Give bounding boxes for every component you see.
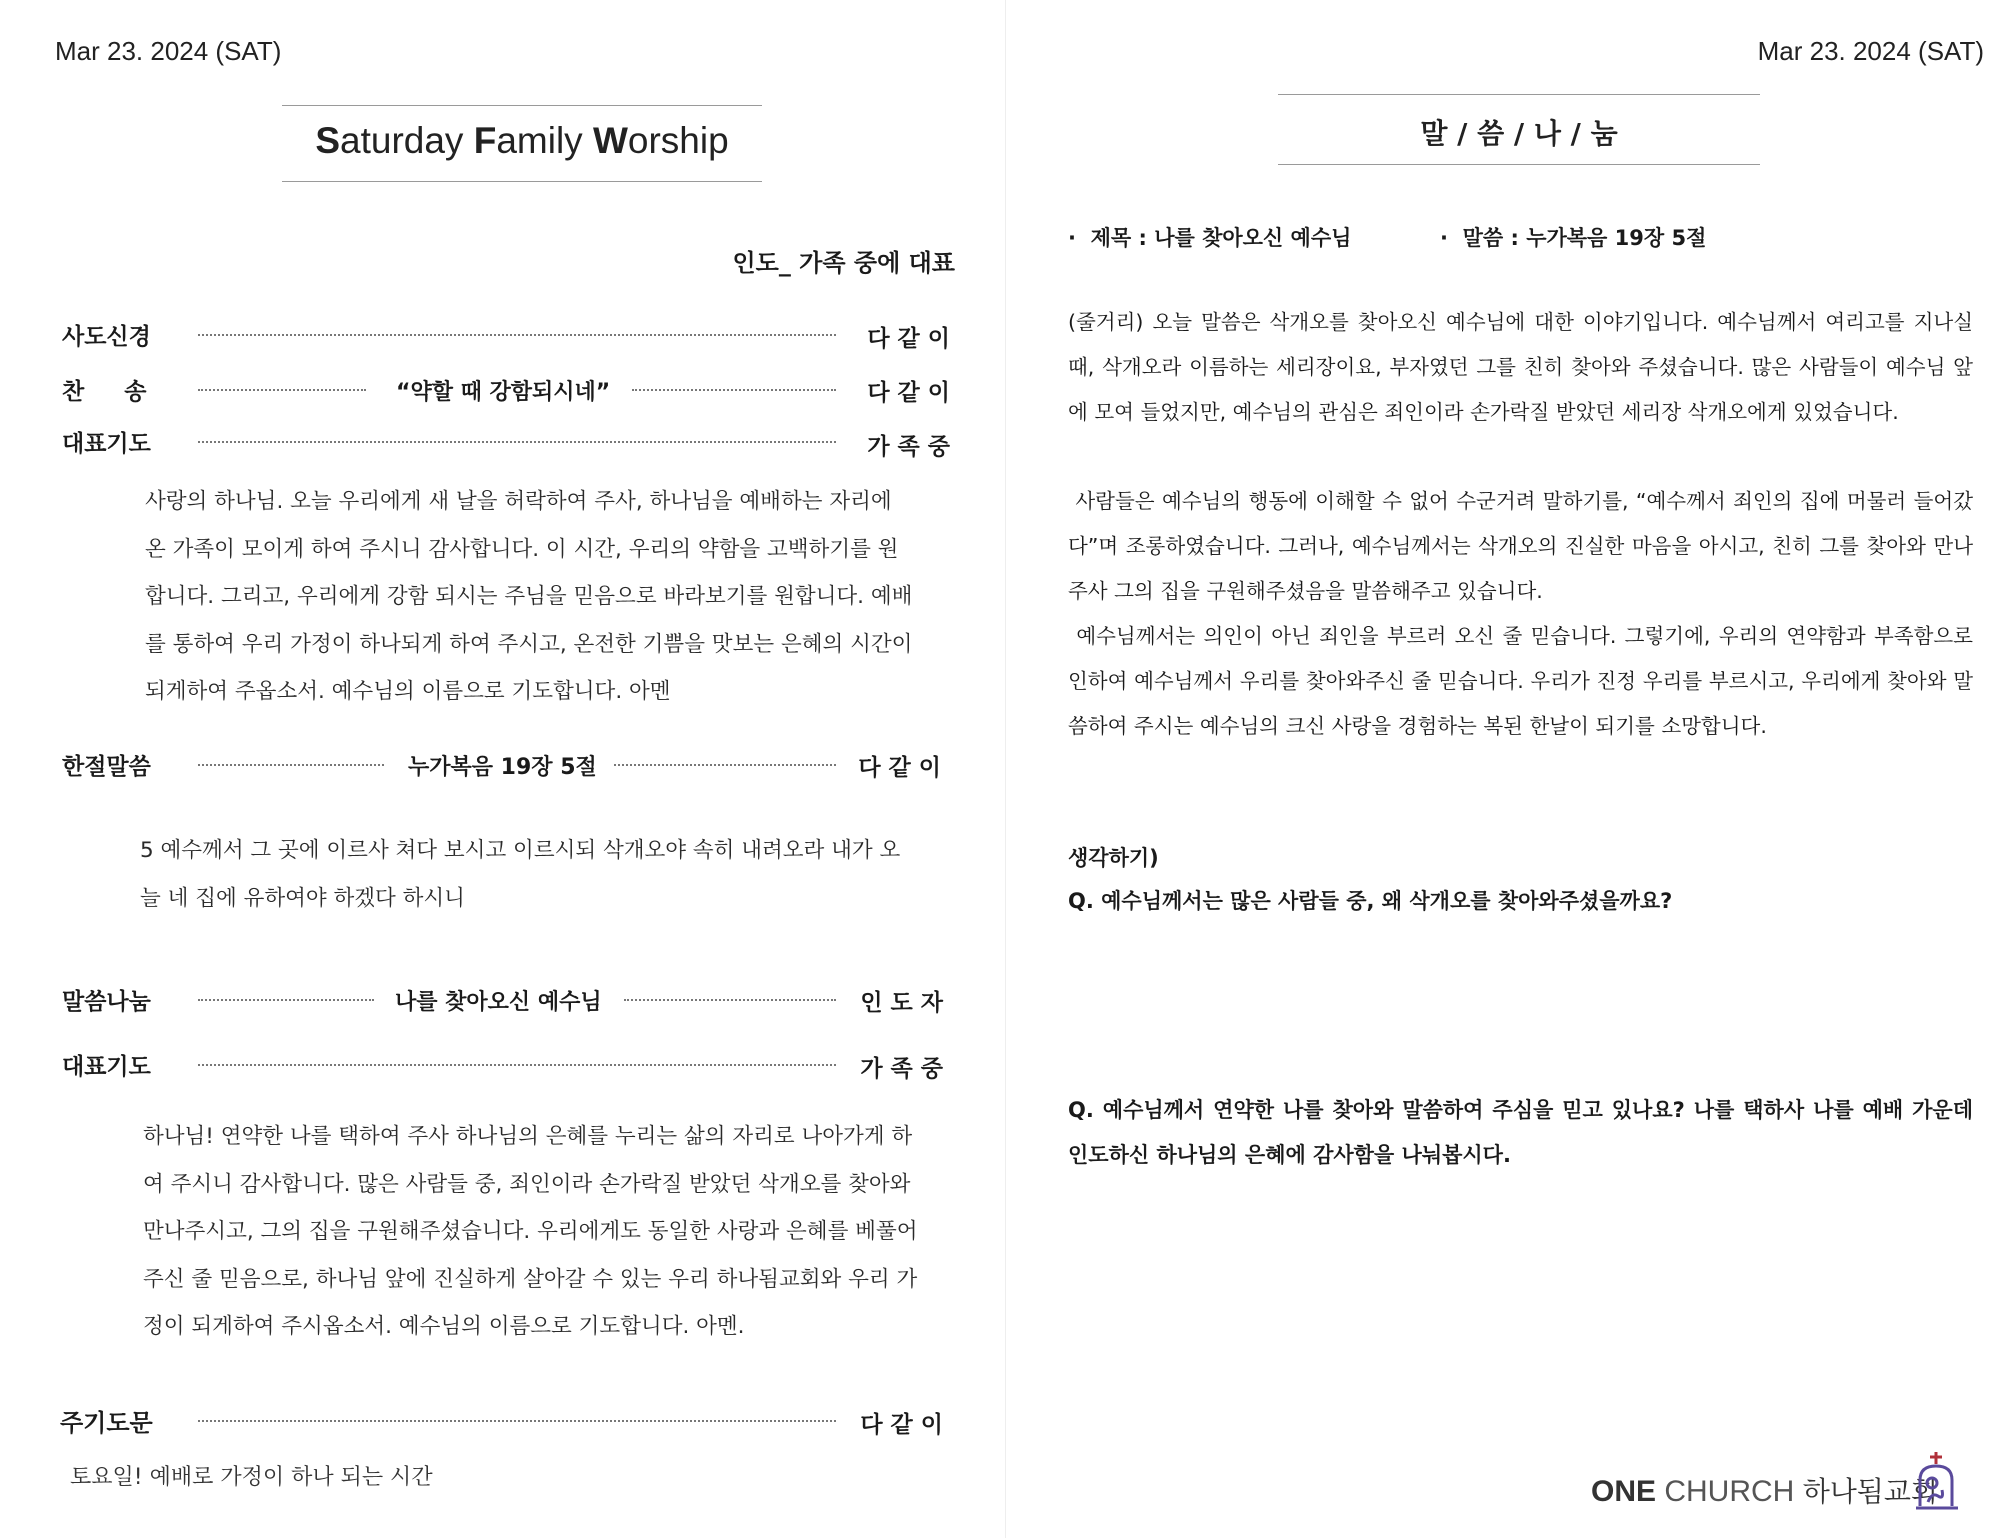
verse-label: 한절말씀 bbox=[62, 754, 151, 780]
church-logo-icon bbox=[1914, 1450, 1962, 1512]
hymn-leader-dots-right bbox=[632, 389, 836, 391]
sermon-paragraph-1: (줄거리) 오늘 말씀은 삭개오를 찾아오신 예수님에 대한 이야기입니다. 예수님께서 여리고를 지나실 때, 삭개오라 이름하는 세리장이요, 부자였던 그를 친히 찾아와 주셨습니다. 많은 사람들이 예수님 앞에 모여 들었지만, 예수님의 관심은 죄인이라 손가락질 받았던 세리장 삭개오에게 있었습니다. bbox=[1068, 310, 1973, 424]
sermon-title-top-rule bbox=[1278, 94, 1760, 95]
hymn-label: 찬 송 bbox=[62, 379, 147, 405]
creed-who: 다 같 이 bbox=[867, 326, 950, 352]
hymn-who: 다 같 이 bbox=[867, 380, 950, 406]
creed-leader-dots bbox=[198, 334, 836, 336]
church-logo-text: ONE CHURCH 하나됨교회 bbox=[1591, 1475, 1938, 1508]
sermon-scripture: · 말씀 : 누가복음 19장 5절 bbox=[1440, 226, 1707, 250]
hymn-title: “약할 때 강함되시네” bbox=[396, 380, 611, 405]
left-date: Mar 23. 2024 (SAT) bbox=[55, 36, 282, 66]
sermon-paragraph-3: 예수님께서는 의인이 아닌 죄인을 부르러 오신 줄 믿습니다. 그렇기에, 우리의 연약함과 부족함으로 인하여 예수님께서 우리를 찾아와주신 줄 믿습니다. 우리가 진정 우리를 부르시고, 우리에게 찾아와 말씀하여 주시는 예수님의 크신 사랑을 경험하는 복된 한날이 되기를 소망합니다. bbox=[1068, 624, 1980, 738]
prayer2-label: 대표기도 bbox=[62, 1054, 151, 1080]
title-bottom-rule bbox=[282, 181, 762, 182]
right-page bbox=[1006, 0, 1996, 1538]
sharing-label: 말씀나눔 bbox=[62, 989, 151, 1015]
sermon-title-bottom-rule bbox=[1278, 164, 1760, 165]
sharing-leader-dots-right bbox=[624, 999, 836, 1001]
prayer1-who: 가 족 중 bbox=[867, 434, 950, 460]
sharing-who: 인 도 자 bbox=[860, 990, 943, 1016]
page-title: Saturday Family Worship bbox=[315, 120, 729, 161]
footer-note: 토요일! 예배로 가정이 하나 되는 시간 bbox=[70, 1465, 433, 1490]
question-2: Q. 예수님께서 연약한 나를 찾아와 말씀하여 주심을 믿고 있나요? 나를 택하사 나를 예배 가운데 인도하신 하나님의 은혜에 감사함을 나눠봅시다. bbox=[1068, 1098, 1973, 1167]
sermon-section-title: 말 / 씀 / 나 / 눔 bbox=[1420, 117, 1618, 150]
question-1: Q. 예수님께서는 많은 사람들 중, 왜 삭개오를 찾아와주셨을까요? bbox=[1068, 889, 1673, 913]
sharing-title: 나를 찾아오신 예수님 bbox=[395, 990, 602, 1015]
creed-label: 사도신경 bbox=[62, 324, 151, 350]
sharing-leader-dots-left bbox=[198, 999, 374, 1001]
prayer2-leader-dots bbox=[198, 1064, 836, 1066]
verse-leader-dots-right bbox=[614, 764, 836, 766]
hymn-leader-dots-left bbox=[198, 389, 366, 391]
think-label: 생각하기) bbox=[1068, 846, 1159, 870]
prayer1-text: 사랑의 하나님. 오늘 우리에게 새 날을 허락하여 주사, 하나님을 예배하는 자리에 온 가족이 모이게 하여 주시니 감사합니다. 이 시간, 우리의 약함을 고백하기를 원합니다. 그리고, 우리에게 강함 되시는 주님을 믿음으로 바라보기를 원합니다. 예배를 통하여 우리 가정이 하나되게 하여 주시고, 온전한 기쁨을 맛보는 은혜의 시간이 되게하여 주옵소서. 예수님의 이름으로 기도합니다. 아멘 bbox=[145, 489, 913, 704]
verse-who: 다 같 이 bbox=[858, 755, 941, 781]
sermon-paragraph-2: 사람들은 예수님의 행동에 이해할 수 없어 수군거려 말하기를, “예수께서 죄인의 집에 머물러 들어갔다”며 조롱하였습니다. 그러나, 예수님께서는 삭개오의 진실한 마음을 아시고, 친히 그를 찾아와 만나주사 그의 집을 구원해주셨음을 말씀해주고 있습니다. bbox=[1068, 489, 1973, 603]
prayer1-leader-dots bbox=[198, 441, 836, 443]
verse-text: 5 예수께서 그 곳에 이르사 쳐다 보시고 이르시되 삭개오야 속히 내려오라 내가 오늘 네 집에 유하여야 하겠다 하시니 bbox=[140, 838, 901, 911]
verse-leader-dots-left bbox=[198, 764, 384, 766]
verse-reference: 누가복음 19장 5절 bbox=[408, 755, 597, 780]
lords-prayer-leader-dots bbox=[198, 1420, 836, 1422]
prayer2-who: 가 족 중 bbox=[860, 1056, 943, 1082]
worship-leader: 인도_ 가족 중에 대표 bbox=[732, 249, 955, 277]
prayer1-label: 대표기도 bbox=[62, 431, 151, 457]
lords-prayer-label: 주기도문 bbox=[60, 1409, 153, 1437]
prayer2-text: 하나님! 연약한 나를 택하여 주사 하나님의 은혜를 누리는 삶의 자리로 나아가게 하여 주시니 감사합니다. 많은 사람들 중, 죄인이라 손가락질 받았던 삭개오를 찾아와 만나주시고, 그의 집을 구원해주셨습니다. 우리에게도 동일한 사랑과 은혜를 베풀어 주신 줄 믿음으로, 하나님 앞에 진실하게 살아갈 수 있는 우리 하나됨교회와 우리 가정이 되게하여 주시옵소서. 예수님의 이름으로 기도합니다. 아멘. bbox=[143, 1124, 918, 1339]
title-top-rule bbox=[282, 105, 762, 106]
right-date: Mar 23. 2024 (SAT) bbox=[1757, 36, 1984, 66]
sermon-subject: · 제목 : 나를 찾아오신 예수님 bbox=[1068, 226, 1352, 250]
lords-prayer-who: 다 같 이 bbox=[860, 1412, 943, 1438]
